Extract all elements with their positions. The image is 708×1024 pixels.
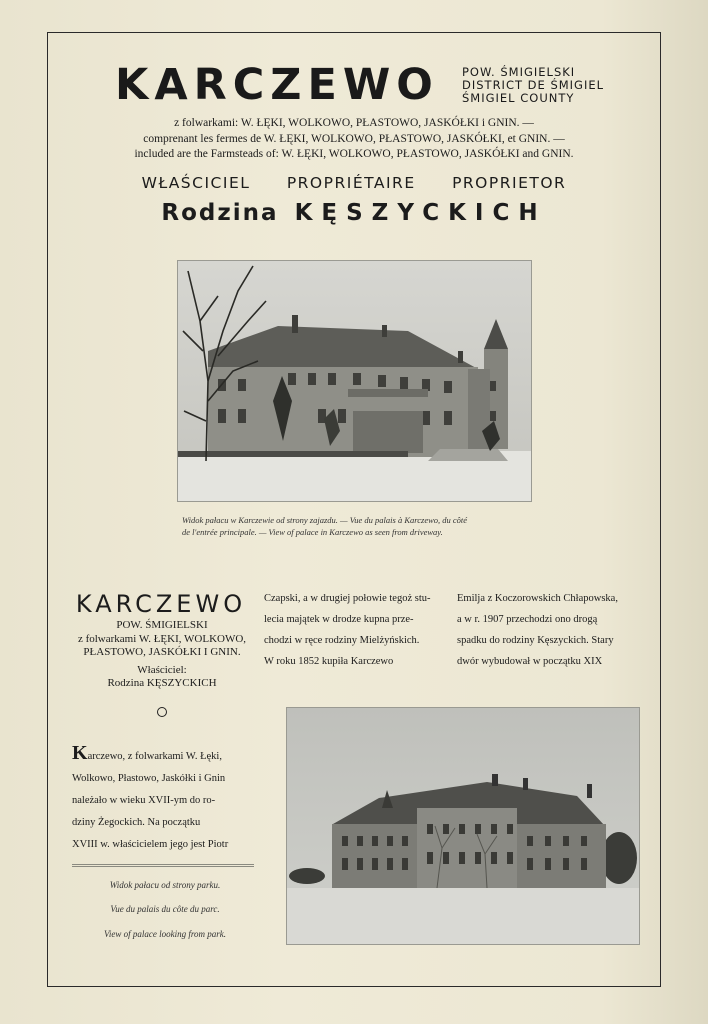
park-caption-pl: Widok pałacu od strony parku. bbox=[109, 880, 221, 890]
owner-labels bbox=[70, 174, 638, 192]
history-left-line-3: należało w wieku XVII-ym do ro- bbox=[72, 795, 216, 806]
park-caption-en: View of palace looking from park. bbox=[104, 929, 226, 939]
farms-line-en: included are the Farmsteads of: W. ŁĘKI, WOLKOWO, PŁASTOWO, JASKÓŁKI and GNIN. bbox=[134, 148, 574, 160]
info-county: POW. ŚMIGIELSKI bbox=[116, 619, 208, 631]
farms-line-pl: z folwarkami: W. ŁĘKI, WOLKOWO, PŁASTOWO, JASKÓŁKI i GNIN. — bbox=[174, 117, 534, 129]
history-mid-line-1: Czapski, a w drugiej połowie tegoż stu- bbox=[264, 593, 431, 604]
owner-label-pl: WŁAŚCICIEL bbox=[141, 174, 251, 192]
caption-divider bbox=[72, 864, 254, 865]
top-caption-line-2: de l'entrée principale. — View of palace in Karczewo as seen from driveway. bbox=[182, 527, 443, 537]
page-title: KARCZEWO bbox=[115, 60, 439, 110]
history-left-first: arczewo, z folwarkami W. Łęki, bbox=[87, 751, 222, 762]
history-text-left bbox=[72, 742, 254, 856]
owner-label-en: PROPRIETOR bbox=[452, 174, 567, 192]
palace-driveway-image bbox=[178, 261, 531, 501]
top-photo-caption bbox=[182, 514, 542, 538]
info-owner-label: Właściciel: bbox=[137, 663, 187, 676]
history-mid-line-4: W roku 1852 kupiła Karczewo bbox=[264, 656, 394, 667]
info-farms-2: PŁASTOWO, JASKÓŁKI I GNIN. bbox=[83, 646, 241, 658]
info-owner-name: Rodzina KĘSZYCKICH bbox=[107, 677, 217, 689]
palace-driveway-photo bbox=[178, 261, 531, 501]
history-text-right bbox=[457, 588, 641, 672]
family-prefix: Rodzina bbox=[161, 200, 279, 226]
history-left-line-5: XVIII w. właścicielem jego jest Piotr bbox=[72, 839, 229, 850]
history-right-line-4: dwór wybudował w początku XIX bbox=[457, 656, 603, 667]
palace-park-photo bbox=[287, 708, 639, 944]
history-right-line-1: Emilja z Koczorowskich Chłapowska, bbox=[457, 593, 618, 604]
county-line-pl: POW. ŚMIGIELSKI bbox=[462, 65, 576, 79]
info-farms-1: z folwarkami W. ŁĘKI, WOLKOWO, bbox=[77, 632, 247, 645]
history-mid-line-2: lecia majątek w drodze kupna prze- bbox=[264, 614, 414, 625]
farmsteads-text bbox=[70, 116, 638, 163]
section-info bbox=[62, 619, 262, 691]
history-right-line-2: a w r. 1907 przechodzi ono drogą bbox=[457, 614, 598, 625]
dropcap-letter: K bbox=[72, 742, 88, 764]
section-title: KARCZEWO bbox=[75, 590, 247, 618]
park-caption-fr: Vue du palais du côte du parc. bbox=[110, 904, 220, 914]
palace-park-image bbox=[287, 708, 639, 944]
county-label bbox=[462, 66, 604, 105]
farms-line-fr: comprenant les fermes de W. ŁĘKI, WOLKOWO, PŁASTOWO, JASKÓŁKI, et GNIN. — bbox=[143, 132, 565, 145]
owner-label-fr: PROPRIÉTAIRE bbox=[286, 174, 416, 192]
county-line-fr: DISTRICT DE ŚMIGIEL bbox=[462, 78, 605, 92]
county-line-en: ŚMIGIEL COUNTY bbox=[462, 91, 575, 105]
ornament-ring bbox=[157, 707, 167, 717]
history-left-line-2: Wolkowo, Płastowo, Jaskółki i Gnin bbox=[72, 773, 226, 784]
owner-family bbox=[70, 200, 638, 226]
history-mid-line-3: chodzi w ręce rodziny Mielżyńskich. bbox=[264, 635, 420, 646]
top-caption-line-1: Widok pałacu w Karczewie od strony zajazdu. — Vue du palais à Karczewo, du côté bbox=[182, 515, 468, 525]
caption-divider-2 bbox=[72, 866, 254, 867]
history-left-line-4: dziny Żegockich. Na początku bbox=[72, 817, 201, 828]
history-text-middle bbox=[264, 588, 448, 672]
history-left-line-1 bbox=[72, 742, 254, 768]
history-right-line-3: spadku do rodziny Kęszyckich. Stary bbox=[457, 635, 614, 646]
family-name: KĘSZYCKICH bbox=[294, 200, 547, 226]
